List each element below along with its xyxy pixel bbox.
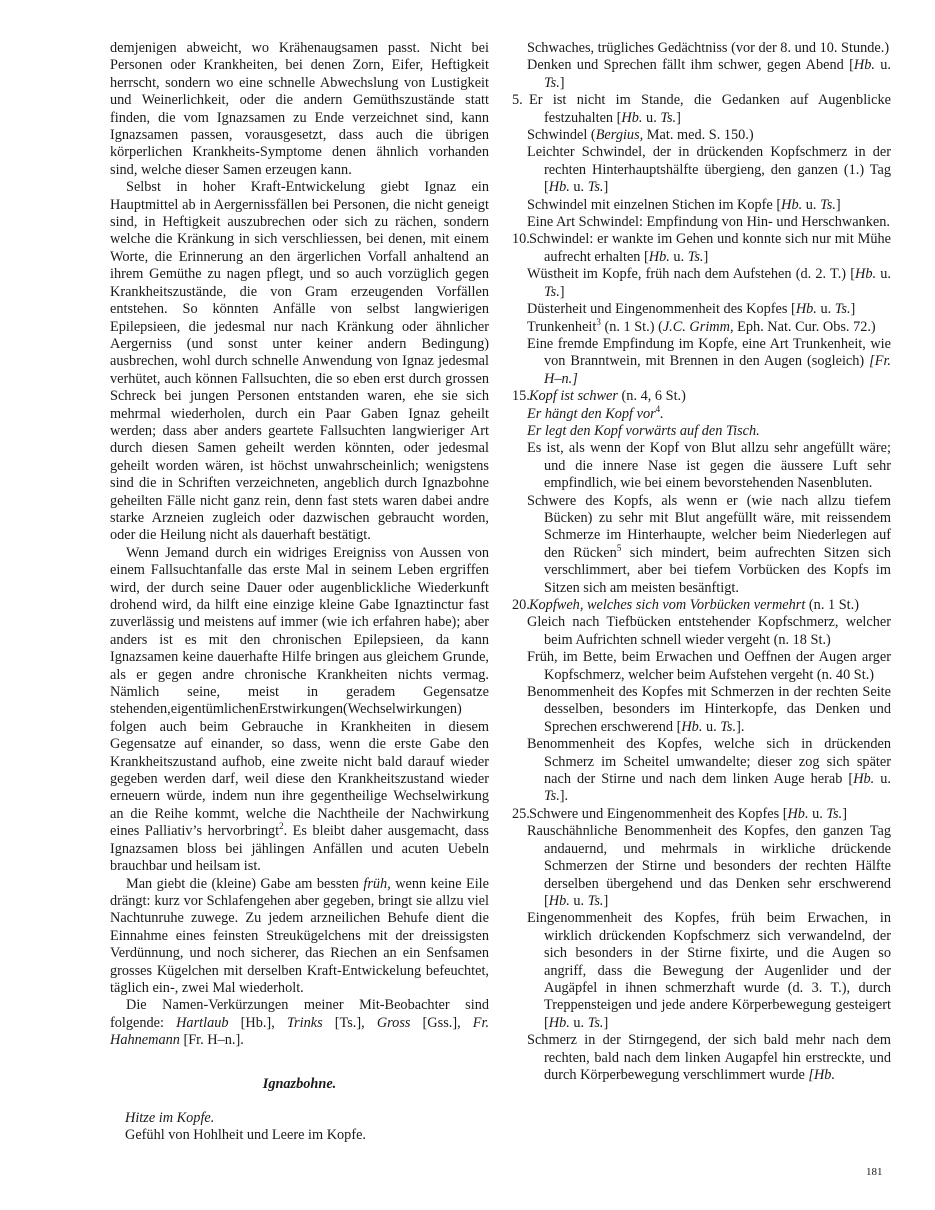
symptom-text: Schwindel: er wankte im Gehen und konnte sich nur mit Mühe aufrecht erhalten: [529, 231, 891, 265]
source-ref: Hb.: [681, 718, 703, 735]
source-ref: u.: [702, 718, 721, 735]
source-ref: [: [544, 179, 549, 196]
source-ref: u.: [569, 179, 588, 196]
source-ref: ]: [842, 805, 847, 822]
symptom-entry: [512, 736, 891, 806]
observer-abbr: [Ts.],: [334, 1014, 365, 1031]
observer-name: Fr. Hahnemann: [110, 1014, 490, 1049]
source-ref: Ts.: [544, 283, 560, 300]
symptom-text: Trunkenheit: [527, 318, 597, 335]
footnote-marker: 5: [616, 543, 622, 554]
symptom-text: sich mindert, beim aufrechten Sitzen sich verschlimmert, aber bei tiefem Vorbücken des Kopfs im Sitzen sich am meisten besänftigt.: [544, 544, 891, 596]
source-ref: [: [782, 805, 788, 822]
paragraph-text: Selbst in hoher Kraft-Entwickelung giebt Ignaz ein Hauptmittel ab in Aergernissfällen bei Personen, die nicht geneigt sind, in Heftigkeit auszubrechen oder sich zu rächen, sondern welche die Kränkung in sich verschliessen, bei denen, mit einem Worte, die Erinnerung an den ärgerlichen Vorfall anhaltend an ihrem Gemüthe zu nagen pflegt, und so auch vorzüglich gegen Krankheitszustände, die von Gram erzeugenden Vorfällen entstehen. So könnten Anfälle von selbst langwierigen Epilepsieen, die jedesmal nur nach Kränkung oder ähnlicher Aergerniss (und sonst unter keiner andern Bedingung) ausbrechen, wohl durch schnelle Anwendung von Ignaz jedesmal verhütet, auch können Fallsuchten, die so eben erst durch grossen Schreck bei jungen Personen entstanden waren, ehe sie sich mehrmal wiederholen, durch ein Paar Gaben Ignaz geheilt werden; dass aber anders geartete Fallsuchten langwieriger Art durch diesen Samen geheilt werden könnten, oder jedesmal geheilt worden wären, ist höchst unwahrscheinlich; wenigstens sind die in Schriften verzeichneten, angeblich durch Ignazbohne geheilten Fälle nicht ganz rein, denn fast stets waren dabei andre starke Arzneien zugleich oder dazwischen gebraucht worden, oder die Heilung nicht als dauerhaft bestätigt.: [110, 179, 489, 544]
source-ref: [: [850, 266, 856, 283]
source-ref: Hb.: [855, 266, 877, 283]
symptom-text: Schwere des Kopfs, als wenn er (wie nach allzu tiefem Bücken) zu sehr mit Blut angefüllt wäre, mit reissendem Schmerze im Hinterhaupte, welcher beim Niederlegen auf den Rücken: [527, 492, 891, 561]
source-ref: u.: [874, 771, 892, 788]
source-ref: Hb.: [853, 771, 875, 788]
source-ref: ]: [835, 196, 841, 213]
symptom-entry: [512, 597, 891, 614]
source-ref: Hb.: [781, 196, 803, 213]
paragraph-text: Wenn Jemand durch ein widriges Ereigniss von Aussen von einem Fallsuchtanfalle das erste Mal in seinem Leben ergriffen wird, der durch seine Dauer oder augenblickliche Wiederkunft drohend wird, da hilft eine einzige kleine Gabe Ignaztinctur fast zuverlässig und meistens auf immer (wie ich erfahren habe); aber anders ist es mit den chronischen Epilepsieen, da kann Ignazsamen keine dauerhafte Hilfe bringen aus gleichem Grunde, als er gegen andre chronische Krankheiten nichts vermag. Nämlich seine, meist in geradem Gegensatze stehenden,eigentümlichenErstwirkungen(Wechselwirkungen) folgen auch beim Gebrauche in Krankheiten in diesem Gegensatze auf einander, so dass, wenn die erste Gabe den Krankheitszustand aufhob, eine zweite nicht bald darauf wieder gegeben werden darf, weil diese den Krankheitszustand wieder erneuern würde, indem nun ihre gegentheilige Wechselwirkung an die Reihe kommt, welche die Nachtheile der Nachwirkung eines Palliativ’s hervorbringt: [110, 544, 489, 840]
source-ref: u.: [669, 248, 688, 265]
paragraph-text: wenn keine Eile drängt: kurz vor Schlafengehen aber gegeben, bringt sie allzu viel Nachtunruhe zuwege. Zu jedem arzneilichen Behufe dient die Einnahme eines feinsten Streukügelchens mit der dreissigsten Verdünnung, und noch sicherer, das Riechen an ein Senfsamen grosses Kügelchen mit derselben Kraft-Entwickelung befeuchtet, täglich ein-, zwei Mal wiederholt.: [110, 875, 489, 996]
footnote-marker: 2: [279, 821, 284, 832]
source-ref: Hb.: [648, 248, 670, 265]
symptom-entry: Früh, im Bette, beim Erwachen und Oeffnen der Augen arger Kopfschmerz, welcher beim Aufstehen vergeht (n. 40 St.): [527, 649, 891, 683]
source-ref: [: [544, 1014, 549, 1031]
symptom-entry: [512, 823, 891, 910]
source-ref: ].: [736, 718, 745, 735]
symptom-entry: [512, 1032, 891, 1084]
observer-name: Trinks: [286, 1014, 323, 1031]
source-ref: u.: [876, 266, 892, 283]
symptom-text: Er ist nicht im Stande, die Gedanken auf Augenblicke festzuhalten: [529, 92, 891, 126]
footnote-marker: 4: [655, 403, 661, 414]
source-ref: ]: [603, 1014, 609, 1031]
source-ref: Ts.: [826, 805, 843, 822]
source-ref: u.: [802, 196, 821, 213]
symptom-entry: Es ist, als wenn der Kopf von Blut allzu sehr angefüllt wäre; und die innere Nase ist gegen die äussere Luft sehr empfindlich, wie bei einem bevorstehenden Nasenbluten.: [527, 440, 891, 492]
symptom-text: Wüstheit im Kopfe, früh nach dem Aufstehen (d. 2. T.): [527, 266, 847, 283]
source-ref: u.: [569, 892, 588, 909]
symptom-entry: [512, 197, 891, 214]
source-ref: [Fr. H–n.]: [544, 353, 892, 387]
symptom-entry: [512, 57, 891, 92]
paragraph: [110, 545, 489, 876]
source-ref: Hb.: [853, 57, 875, 74]
entry-number: 20.: [512, 597, 530, 613]
source-ref: Hb.: [548, 892, 570, 909]
source-ref: Ts.: [687, 248, 704, 265]
symptom-line: [110, 1110, 489, 1127]
symptom-text: Kopfweh, welches sich vom Vorbücken vermehrt: [529, 597, 806, 613]
source-ref: [: [676, 718, 682, 735]
page-number: 181: [866, 1166, 883, 1178]
source-ref: ]: [676, 109, 681, 126]
observer-abbr: [Hb.],: [240, 1014, 275, 1031]
symptom-line: Gefühl von Hohlheit und Leere im Kopfe.: [125, 1127, 366, 1144]
author-name: Bergius,: [595, 127, 644, 144]
source-ref: [: [848, 771, 854, 788]
symptom-text: Schwere und Eingenommenheit des Kopfes: [529, 805, 780, 822]
source-ref: Ts.: [720, 718, 737, 735]
symptom-text: Kopf ist schwer: [529, 388, 618, 405]
source-ref: u.: [642, 109, 661, 126]
source-ref: u.: [816, 301, 835, 318]
source-ref: Hb.: [548, 1014, 570, 1031]
observer-name: Hartlaub: [176, 1014, 229, 1031]
source-ref: [Hb.: [808, 1066, 836, 1083]
source-ref: Hb.: [795, 301, 817, 318]
symptom-text: (n. 4, 6 St.): [617, 388, 686, 405]
symptom-text: Schmerz in der Stirngegend, der sich bald mehr nach dem rechten, bald nach dem linken Augapfel hin erstreckte, und durch Körperbewegung verschlimmert wurde: [527, 1032, 891, 1083]
observer-name: Gross: [376, 1014, 411, 1031]
symptom-entry: [512, 127, 891, 144]
source-ref: [: [644, 248, 649, 265]
symptom-text: Düsterheit und Eingenommenheit des Kopfes: [527, 301, 788, 318]
source-ref: ]: [603, 892, 609, 909]
symptom-text: (n. 1 St.): [805, 597, 859, 613]
paragraph: demjenigen abweicht, wo Krähenaugsamen passt. Nicht bei Personen oder Krankheiten, bei denen Zorn, Eifer, Heftigkeit herrscht, sondern wo eine schnelle Abwechslung von Lustigkeit und Weinerlichkeit, oder die andern Gemüthszustände statt finden, die vom Ignazsamen zu Ende verzeichnet sind, kann Ignazsamen passen, vorausgesetzt, dass auch die übrigen körperlichen Krankheits-Symptome denen ähnlich vorhanden sind, welche dieser Samen erzeugen kann.: [110, 40, 489, 178]
source-ref: [: [849, 57, 854, 74]
symptom-text: Er hängt den Kopf vor: [527, 405, 656, 422]
symptom-entry: [512, 301, 891, 318]
source-ref: Ts.: [587, 1014, 604, 1031]
observer-paragraph: [110, 997, 489, 1049]
source-ref: [: [776, 196, 782, 213]
source-ref: Ts.: [587, 179, 604, 196]
symptom-entry: [512, 92, 891, 127]
symptom-entry: [512, 231, 891, 266]
author-name: J.C. Grimm,: [662, 318, 734, 335]
symptom-text: Hitze im Kopfe.: [125, 1109, 215, 1126]
entry-number: 5.: [512, 92, 523, 109]
symptom-entry: [512, 266, 891, 301]
section-heading: Ignazbohne.: [262, 1075, 337, 1092]
observer-abbr: [Fr. H–n.].: [183, 1032, 244, 1049]
symptom-entry: [512, 316, 891, 336]
source-ref: Ts.: [587, 892, 604, 909]
source-ref: ]: [703, 248, 709, 265]
source-ref: ]: [603, 179, 609, 196]
paragraph-text: . Es bleibt daher ausgemacht, dass Ignazsamen bloss bei jählingen Anfällen und acuten Uebeln brauchbar und heilsam ist.: [110, 823, 489, 875]
emphasis: früh,: [363, 875, 391, 892]
source-ref: Ts.: [834, 301, 851, 318]
symptom-text: Schwindel (: [527, 127, 596, 144]
symptom-entry: Er hängt den Kopf vor$^4$.: [527, 403, 664, 422]
paragraph: [110, 179, 489, 545]
source-ref: Ts.: [820, 196, 836, 213]
paragraph-text: Man giebt die (kleine) Gabe am bessten: [126, 875, 359, 892]
entry-number: 25.: [512, 805, 530, 822]
entry-number: 10.: [512, 231, 530, 248]
symptom-entry: Gleich nach Tiefbücken entstehender Kopfschmerz, welcher beim Aufrichten schnell wieder vergeht (n. 18 St.): [527, 614, 891, 648]
symptom-text: Leichter Schwindel, der in drückenden Kopfschmerz in der rechten Hinterhauptshälfte übergieng, den ganzen (1.) Tag: [527, 144, 891, 178]
source-ref: Hb.: [548, 179, 570, 196]
symptom-text: Eine fremde Empfindung im Kopfe, eine Art Trunkenheit, wie von Branntwein, mit Brennen in den Augen (sogleich): [527, 335, 891, 370]
source-ref: u.: [874, 57, 892, 74]
symptom-text: Eingenommenheit des Kopfes, früh beim Erwachen, in wirklich drückenden Kopfschmerz sich verwandelnd, der sich besonders in der Stirne fixirte, und die Augen so angriff, dass die Bewegung der Augenlider und der Augäpfel in ihnen schmerzhaft wurde (d. 3. T.), durch Treppensteigen und jede andere Körperbewegung gesteigert: [527, 910, 891, 1014]
observer-abbr: [Gss.],: [422, 1014, 461, 1031]
source-ref: Ts.: [544, 74, 560, 91]
source-ref: u.: [808, 805, 827, 822]
source-ref: [: [544, 892, 549, 909]
footnote-marker: 3: [596, 316, 601, 327]
left-column: [110, 40, 489, 1145]
symptom-text: (n. 1 St.) (: [600, 318, 663, 335]
paragraph: [110, 876, 489, 998]
source-ref: [: [616, 109, 622, 126]
symptom-entry: Eine Art Schwindel: Empfindung von Hin- und Herschwanken.: [527, 214, 890, 231]
symptom-entry: [512, 493, 891, 597]
source-ref: ]: [559, 283, 565, 300]
symptom-text: Schwindel mit einzelnen Stichen im Kopfe: [527, 196, 773, 213]
symptom-entry: [512, 684, 891, 736]
symptom-text: Er legt den Kopf vorwärts auf den Tisch.: [527, 422, 760, 439]
symptom-text: Benommenheit des Kopfes mit Schmerzen in der rechten Seite desselben, besonders im Hinterkopfe, das Denken und Sprechen erschwerend: [527, 684, 891, 735]
symptom-text: Eph. Nat. Cur. Obs. 72.): [733, 318, 876, 335]
symptom-entry: [512, 423, 891, 440]
source-ref: ]: [850, 301, 856, 318]
source-ref: Ts.: [544, 788, 560, 805]
symptom-entry: [512, 806, 891, 823]
symptom-text: Benommenheit des Kopfes, welche sich in drückenden Schmerz im Scheitel umwandelte; dieser zog sich später nach der Stirne und nach dem linken Auge herab: [527, 736, 891, 788]
symptom-text: Rauschähnliche Benommenheit des Kopfes, den ganzen Tag andauernd, und mehrmals in wirkliche drückende Schmerzen der Stirne und besonders der rechten Hälfte derselben übergehend und das Denken sehr erschwerend: [527, 823, 891, 892]
source-ref: Ts.: [660, 109, 677, 126]
source-ref: ]: [559, 74, 565, 91]
source-ref: Hb.: [621, 109, 643, 126]
symptom-text: Denken und Sprechen fällt ihm schwer, gegen Abend: [527, 57, 844, 74]
right-column: [512, 40, 891, 1084]
symptom-entry: [512, 336, 891, 388]
source-ref: ].: [559, 788, 569, 805]
source-ref: [: [791, 301, 796, 318]
symptom-text: Mat. med. S. 150.): [643, 127, 754, 144]
symptom-entry: [512, 388, 891, 405]
paragraph-text: Die Namen-Verkürzungen meiner Mit-Beobachter sind folgende:: [110, 997, 489, 1031]
source-ref: u.: [569, 1014, 588, 1031]
symptom-entry: [512, 144, 891, 196]
entry-number: 15.: [512, 388, 530, 405]
source-ref: Hb.: [787, 805, 809, 822]
symptom-entry: Schwaches, trügliches Gedächtniss (vor der 8. und 10. Stunde.): [527, 40, 890, 56]
symptom-entry: [512, 910, 891, 1032]
